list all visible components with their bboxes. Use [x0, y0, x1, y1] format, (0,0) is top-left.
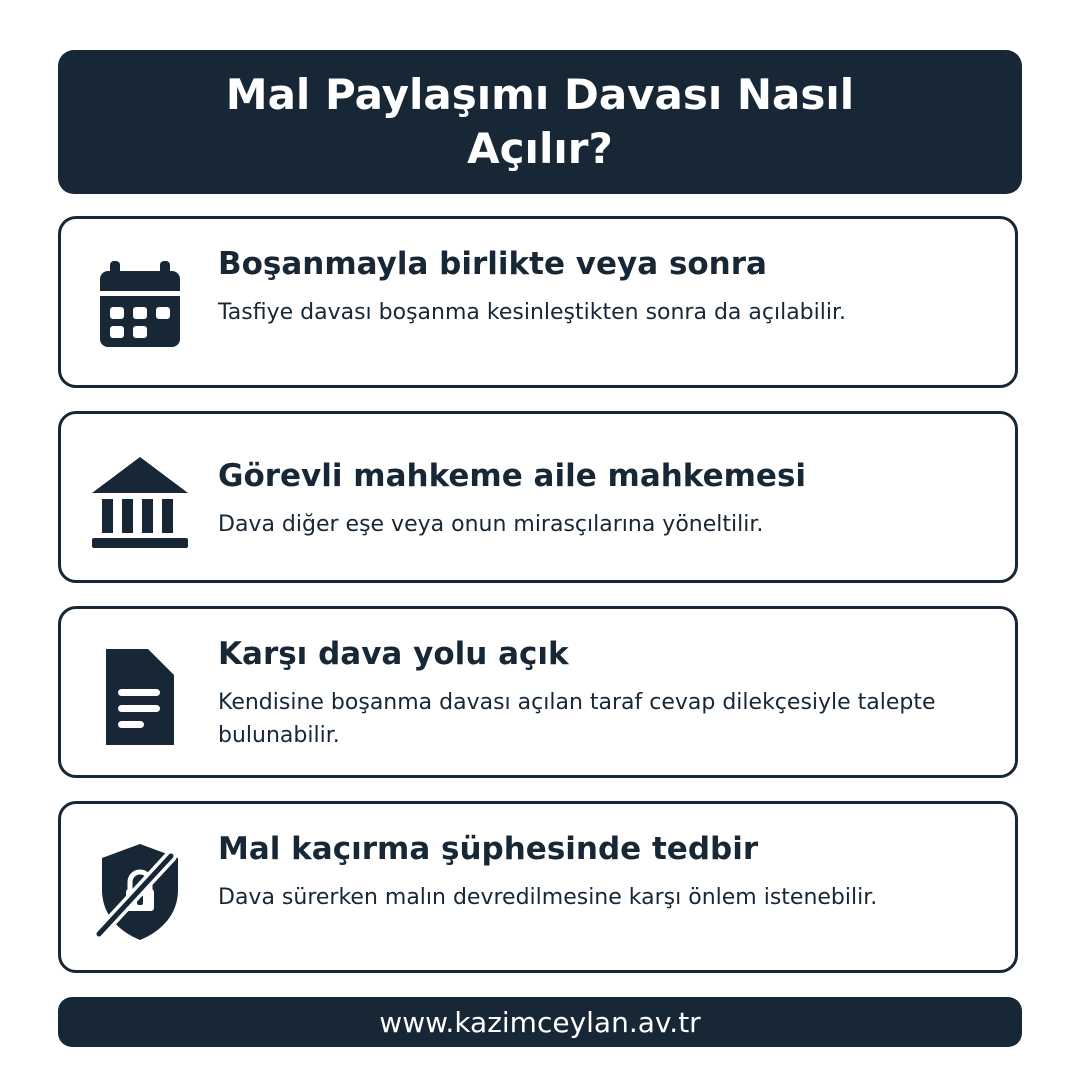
card-description: Kendisine boşanma davası açılan taraf cevap dilekçesiyle talepte bulunabilir. — [218, 690, 936, 748]
website-link[interactable]: www.kazimceylan.av.tr — [379, 1005, 701, 1039]
card-description: Dava sürerken malın devredilmesine karşı önlem istenebilir. — [218, 885, 878, 910]
card-title: Mal kaçırma şüphesinde tedbir — [218, 831, 759, 867]
card-title: Boşanmayla birlikte veya sonra — [218, 246, 767, 282]
shield-lock-icon — [85, 842, 195, 942]
card-description: Dava diğer eşe veya onun mirasçılarına yöneltilir. — [218, 512, 764, 537]
info-card-counterclaim — [58, 606, 1018, 778]
card-description: Tasfiye davası boşanma kesinleştikten sonra da açılabilir. — [218, 300, 846, 325]
courthouse-icon — [85, 452, 195, 552]
footer-banner — [58, 997, 1022, 1047]
page-title: Mal Paylaşımı Davası Nasıl Açılır? — [225, 70, 855, 173]
info-card-precaution — [58, 801, 1018, 973]
card-title: Karşı dava yolu açık — [218, 636, 569, 672]
info-card-court — [58, 411, 1018, 583]
info-card-timing — [58, 216, 1018, 388]
card-title: Görevli mahkeme aile mahkemesi — [218, 458, 807, 494]
header-banner — [58, 50, 1022, 194]
calendar-icon — [85, 257, 195, 357]
document-icon — [85, 647, 195, 747]
